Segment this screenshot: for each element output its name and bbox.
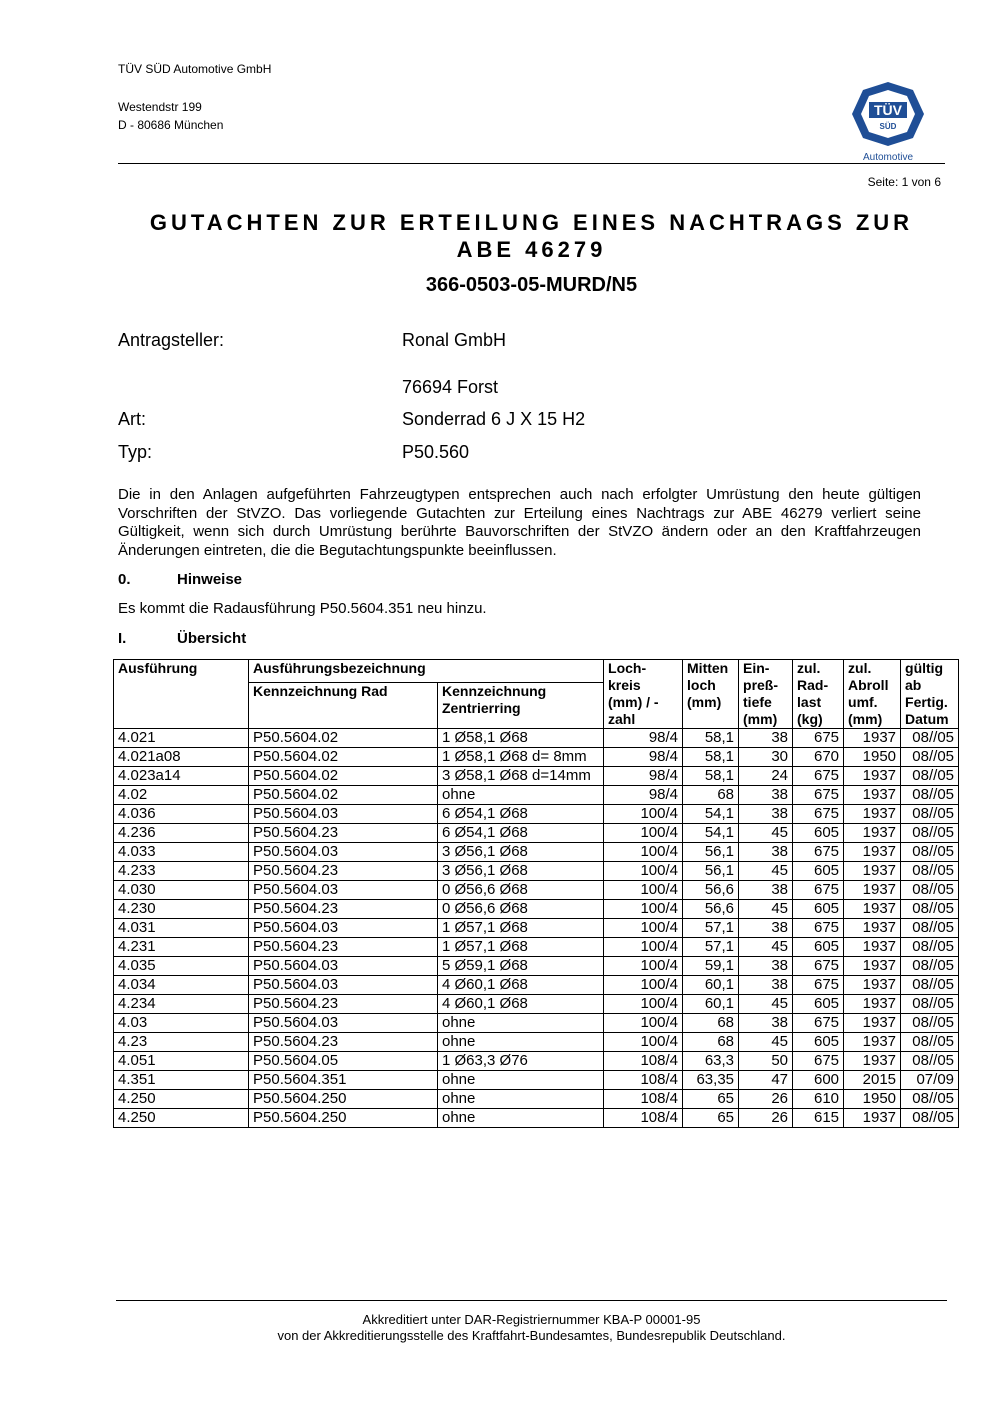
art-value: Sonderrad 6 J X 15 H2: [402, 409, 586, 429]
table-cell: 08//05: [901, 748, 959, 767]
table-cell: P50.5604.23: [249, 900, 438, 919]
table-cell: 60,1: [683, 995, 739, 1014]
overview-table: [113, 659, 959, 1128]
table-cell: 08//05: [901, 938, 959, 957]
title-line-1: GUTACHTEN ZUR ERTEILUNG EINES NACHTRAGS ZUR: [149, 210, 914, 235]
table-cell: 1937: [844, 881, 901, 900]
table-cell: 68: [683, 1014, 739, 1033]
table-row: [114, 1090, 959, 1109]
table-cell: 1937: [844, 767, 901, 786]
table-cell: 670: [793, 748, 844, 767]
table-cell: 4 Ø60,1 Ø68: [438, 976, 604, 995]
table-cell: 1937: [844, 862, 901, 881]
table-cell: 4.021a08: [114, 748, 249, 767]
table-cell: 4.250: [114, 1109, 249, 1128]
table-cell: 4.036: [114, 805, 249, 824]
table-cell: 100/4: [604, 862, 683, 881]
logo-sub-text: SÜD: [879, 122, 897, 131]
table-cell: 675: [793, 786, 844, 805]
table-cell: 675: [793, 919, 844, 938]
table-row: [114, 1052, 959, 1071]
footer-divider: [116, 1300, 947, 1301]
table-cell: 45: [739, 938, 793, 957]
table-cell: 675: [793, 1014, 844, 1033]
table-cell: 08//05: [901, 976, 959, 995]
section-0-title: Hinweise: [177, 571, 243, 588]
table-cell: 6 Ø54,1 Ø68: [438, 805, 604, 824]
section-1-title: Übersicht: [177, 630, 247, 647]
table-cell: 38: [739, 957, 793, 976]
table-cell: P50.5604.02: [249, 786, 438, 805]
table-row: [114, 1071, 959, 1090]
table-row: [114, 1033, 959, 1052]
table-cell: 108/4: [604, 1090, 683, 1109]
table-cell: 100/4: [604, 976, 683, 995]
table-cell: 1937: [844, 976, 901, 995]
table-cell: 58,1: [683, 767, 739, 786]
table-cell: 3 Ø58,1 Ø68 d=14mm: [438, 767, 604, 786]
table-cell: 1937: [844, 786, 901, 805]
table-cell: 38: [739, 843, 793, 862]
table-cell: 54,1: [683, 824, 739, 843]
company-city: D - 80686 München: [118, 118, 224, 132]
table-cell: 100/4: [604, 1033, 683, 1052]
table-cell: 38: [739, 729, 793, 748]
table-cell: 1 Ø57,1 Ø68: [438, 938, 604, 957]
table-cell: 4.236: [114, 824, 249, 843]
table-cell: 08//05: [901, 1052, 959, 1071]
table-cell: 675: [793, 843, 844, 862]
table-cell: 08//05: [901, 805, 959, 824]
table-cell: 108/4: [604, 1109, 683, 1128]
table-cell: 4.031: [114, 919, 249, 938]
table-cell: 56,6: [683, 900, 739, 919]
logo-top-text: TÜV: [874, 102, 902, 118]
intro-paragraph: Die in den Anlagen aufgeführten Fahrzeugtypen entsprechen auch nach erfolgter Umrüstung den heute gültigen Vorschriften der StVZO. Das vorliegende Gutachten zur Erteilung eines Nachtrags zur ABE 46279 verliert seine Gültigkeit, wenn sich durch Umrüstung berührte Bauvorschriften der StVZO ändern oder an den Kraftfahrzeugen Änderungen eintreten, die die Begutachtungspunkte beeinflussen.: [118, 486, 921, 559]
tuev-logo-icon: [849, 80, 927, 164]
table-cell: 1 Ø63,3 Ø76: [438, 1052, 604, 1071]
table-cell: 08//05: [901, 1033, 959, 1052]
table-cell: P50.5604.250: [249, 1090, 438, 1109]
table-cell: P50.5604.02: [249, 748, 438, 767]
table-cell: P50.5604.03: [249, 881, 438, 900]
table-cell: 675: [793, 767, 844, 786]
table-cell: 100/4: [604, 938, 683, 957]
table-cell: 30: [739, 748, 793, 767]
table-cell: 56,6: [683, 881, 739, 900]
table-cell: 1937: [844, 919, 901, 938]
table-row: [114, 938, 959, 957]
table-cell: 57,1: [683, 919, 739, 938]
table-row: [114, 1109, 959, 1128]
table-cell: 4.231: [114, 938, 249, 957]
table-row: [114, 995, 959, 1014]
table-cell: 68: [683, 1033, 739, 1052]
section-0-text: Es kommt die Radausführung P50.5604.351 neu hinzu.: [118, 600, 487, 617]
table-cell: 1937: [844, 824, 901, 843]
header-einpresstiefe: Ein-preß-tiefe (mm): [739, 660, 793, 729]
table-cell: 605: [793, 824, 844, 843]
header-lochkreis: Loch-kreis (mm) / -zahl: [604, 660, 683, 729]
table-cell: 4.233: [114, 862, 249, 881]
table-cell: 98/4: [604, 729, 683, 748]
table-cell: 45: [739, 862, 793, 881]
tuev-sued-logo: [849, 80, 927, 164]
company-name: TÜV SÜD Automotive GmbH: [118, 62, 272, 76]
table-cell: 1 Ø58,1 Ø68: [438, 729, 604, 748]
applicant-city: 76694 Forst: [402, 377, 499, 397]
table-cell: 100/4: [604, 824, 683, 843]
table-cell: 675: [793, 729, 844, 748]
table-cell: 675: [793, 805, 844, 824]
table-cell: P50.5604.23: [249, 824, 438, 843]
table-cell: 100/4: [604, 919, 683, 938]
table-cell: 4.02: [114, 786, 249, 805]
table-cell: 4.03: [114, 1014, 249, 1033]
table-row: [114, 843, 959, 862]
table-cell: P50.5604.23: [249, 862, 438, 881]
table-cell: P50.5604.23: [249, 1033, 438, 1052]
table-cell: P50.5604.03: [249, 919, 438, 938]
table-cell: 59,1: [683, 957, 739, 976]
table-cell: 68: [683, 786, 739, 805]
table-cell: 60,1: [683, 976, 739, 995]
header-kz-zentrierring: Kennzeichnung Zentrierring: [438, 683, 604, 729]
table-cell: 08//05: [901, 881, 959, 900]
table-cell: 100/4: [604, 957, 683, 976]
table-cell: 4.034: [114, 976, 249, 995]
applicant-label: Antragsteller:: [118, 330, 225, 350]
table-cell: 1937: [844, 1109, 901, 1128]
table-cell: 57,1: [683, 938, 739, 957]
document-title: [118, 209, 945, 263]
table-cell: 1937: [844, 805, 901, 824]
type-value: P50.560: [402, 442, 470, 462]
table-cell: 1937: [844, 843, 901, 862]
table-cell: 4.230: [114, 900, 249, 919]
logo-caption: Automotive: [862, 152, 914, 163]
table-cell: 45: [739, 900, 793, 919]
table-cell: P50.5604.250: [249, 1109, 438, 1128]
table-cell: 56,1: [683, 843, 739, 862]
table-cell: ohne: [438, 1014, 604, 1033]
table-cell: 100/4: [604, 805, 683, 824]
table-row: [114, 900, 959, 919]
table-cell: 4.23: [114, 1033, 249, 1052]
header-kz-rad: Kennzeichnung Rad: [249, 683, 438, 729]
table-cell: P50.5604.03: [249, 805, 438, 824]
table-cell: 100/4: [604, 881, 683, 900]
table-cell: 605: [793, 938, 844, 957]
table-cell: 100/4: [604, 995, 683, 1014]
table-cell: 1937: [844, 729, 901, 748]
table-cell: 63,35: [683, 1071, 739, 1090]
table-cell: 4.033: [114, 843, 249, 862]
table-cell: P50.5604.02: [249, 729, 438, 748]
table-cell: 1937: [844, 957, 901, 976]
table-row: [114, 957, 959, 976]
table-cell: 08//05: [901, 824, 959, 843]
table-row: [114, 1014, 959, 1033]
table-cell: 605: [793, 900, 844, 919]
table-cell: 08//05: [901, 919, 959, 938]
table-cell: 4.351: [114, 1071, 249, 1090]
table-cell: ohne: [438, 786, 604, 805]
table-row: [114, 862, 959, 881]
table-cell: 08//05: [901, 900, 959, 919]
table-row: [114, 805, 959, 824]
table-cell: 26: [739, 1109, 793, 1128]
table-cell: 3 Ø56,1 Ø68: [438, 862, 604, 881]
table-cell: 98/4: [604, 767, 683, 786]
table-cell: P50.5604.03: [249, 843, 438, 862]
header-bezeichnung: Ausführungsbezeichnung: [249, 660, 604, 683]
table-cell: 08//05: [901, 995, 959, 1014]
table-cell: 4.030: [114, 881, 249, 900]
table-cell: 4.021: [114, 729, 249, 748]
table-row: [114, 786, 959, 805]
table-cell: 07/09: [901, 1071, 959, 1090]
table-cell: 675: [793, 976, 844, 995]
table-cell: 605: [793, 995, 844, 1014]
table-cell: 38: [739, 786, 793, 805]
table-cell: 4.250: [114, 1090, 249, 1109]
table-cell: 615: [793, 1109, 844, 1128]
table-cell: 47: [739, 1071, 793, 1090]
table-cell: 600: [793, 1071, 844, 1090]
table-cell: 54,1: [683, 805, 739, 824]
table-cell: 65: [683, 1109, 739, 1128]
table-cell: 08//05: [901, 786, 959, 805]
header-mittenloch: Mitten loch (mm): [683, 660, 739, 729]
table-cell: 4 Ø60,1 Ø68: [438, 995, 604, 1014]
table-cell: 4.051: [114, 1052, 249, 1071]
table-cell: 08//05: [901, 1090, 959, 1109]
table-row: [114, 767, 959, 786]
table-cell: P50.5604.23: [249, 995, 438, 1014]
table-cell: 0 Ø56,6 Ø68: [438, 900, 604, 919]
applicant-name: Ronal GmbH: [402, 330, 507, 350]
section-1-number: I.: [118, 630, 127, 647]
table-cell: 58,1: [683, 748, 739, 767]
table-cell: 100/4: [604, 843, 683, 862]
table-cell: 45: [739, 995, 793, 1014]
table-cell: 08//05: [901, 729, 959, 748]
table-cell: 1950: [844, 1090, 901, 1109]
table-cell: 45: [739, 824, 793, 843]
table-cell: 108/4: [604, 1071, 683, 1090]
table-cell: 4.023a14: [114, 767, 249, 786]
table-cell: P50.5604.03: [249, 1014, 438, 1033]
table-cell: 1937: [844, 1033, 901, 1052]
table-cell: P50.5604.23: [249, 938, 438, 957]
table-cell: 2015: [844, 1071, 901, 1090]
header-radlast: zul. Rad-last (kg): [793, 660, 844, 729]
table-cell: 0 Ø56,6 Ø68: [438, 881, 604, 900]
table-cell: 1950: [844, 748, 901, 767]
table-cell: 24: [739, 767, 793, 786]
table-cell: 3 Ø56,1 Ø68: [438, 843, 604, 862]
table-cell: 38: [739, 919, 793, 938]
table-cell: 605: [793, 1033, 844, 1052]
table-cell: 38: [739, 976, 793, 995]
header-divider: [118, 163, 945, 164]
table-cell: 1 Ø58,1 Ø68 d= 8mm: [438, 748, 604, 767]
page-number: Seite: 1 von 6: [867, 175, 941, 189]
table-cell: 4.234: [114, 995, 249, 1014]
table-cell: 1937: [844, 1014, 901, 1033]
type-label: Typ:: [118, 442, 153, 462]
table-cell: 4.035: [114, 957, 249, 976]
table-cell: 1937: [844, 938, 901, 957]
table-cell: 1 Ø57,1 Ø68: [438, 919, 604, 938]
table-cell: 5 Ø59,1 Ø68: [438, 957, 604, 976]
table-cell: 6 Ø54,1 Ø68: [438, 824, 604, 843]
table-cell: 50: [739, 1052, 793, 1071]
company-street: Westendstr 199: [118, 100, 202, 114]
table-cell: 08//05: [901, 767, 959, 786]
table-cell: ohne: [438, 1071, 604, 1090]
table-cell: 675: [793, 881, 844, 900]
table-cell: 45: [739, 1033, 793, 1052]
table-cell: 38: [739, 1014, 793, 1033]
table-row: [114, 748, 959, 767]
table-cell: 38: [739, 881, 793, 900]
table-cell: ohne: [438, 1033, 604, 1052]
footer-line-2: von der Akkreditierungsstelle des Kraftfahrt-Bundesamtes, Bundesrepublik Deutschland.: [277, 1328, 786, 1343]
table-cell: 08//05: [901, 957, 959, 976]
table-cell: 675: [793, 957, 844, 976]
table-cell: 675: [793, 1052, 844, 1071]
table-cell: 100/4: [604, 1014, 683, 1033]
table-cell: 38: [739, 805, 793, 824]
table-cell: 08//05: [901, 862, 959, 881]
table-cell: 58,1: [683, 729, 739, 748]
table-cell: 08//05: [901, 1109, 959, 1128]
table-row: [114, 824, 959, 843]
table-cell: 1937: [844, 1052, 901, 1071]
art-label: Art:: [118, 409, 147, 429]
table-body: [114, 729, 959, 1128]
table-cell: P50.5604.05: [249, 1052, 438, 1071]
table-cell: 605: [793, 862, 844, 881]
table-cell: 26: [739, 1090, 793, 1109]
footer-line-1: Akkreditiert unter DAR-Registriernummer KBA-P 00001-95: [362, 1312, 701, 1327]
table-cell: P50.5604.03: [249, 957, 438, 976]
table-cell: ohne: [438, 1109, 604, 1128]
header-gueltig: gültig ab Fertig. Datum: [901, 660, 959, 729]
table-cell: 1937: [844, 900, 901, 919]
table-row: [114, 729, 959, 748]
table-row: [114, 976, 959, 995]
table-cell: P50.5604.03: [249, 976, 438, 995]
table-cell: 1937: [844, 995, 901, 1014]
table-cell: 98/4: [604, 786, 683, 805]
table-cell: P50.5604.351: [249, 1071, 438, 1090]
table-cell: 610: [793, 1090, 844, 1109]
table-cell: 100/4: [604, 900, 683, 919]
table-cell: 98/4: [604, 748, 683, 767]
table-cell: 63,3: [683, 1052, 739, 1071]
title-line-2: ABE 46279: [456, 237, 607, 262]
table-row: [114, 881, 959, 900]
table-cell: 08//05: [901, 1014, 959, 1033]
table-cell: 56,1: [683, 862, 739, 881]
document-number: 366-0503-05-MURD/N5: [425, 274, 638, 296]
section-0-number: 0.: [118, 571, 131, 588]
header-ausfuehrung: Ausführung: [114, 660, 249, 729]
table-cell: 65: [683, 1090, 739, 1109]
table-cell: ohne: [438, 1090, 604, 1109]
table-cell: 108/4: [604, 1052, 683, 1071]
table-cell: 08//05: [901, 843, 959, 862]
table-row: [114, 919, 959, 938]
table-cell: P50.5604.02: [249, 767, 438, 786]
header-abrollumfang: zul. Abroll umf. (mm): [844, 660, 901, 729]
